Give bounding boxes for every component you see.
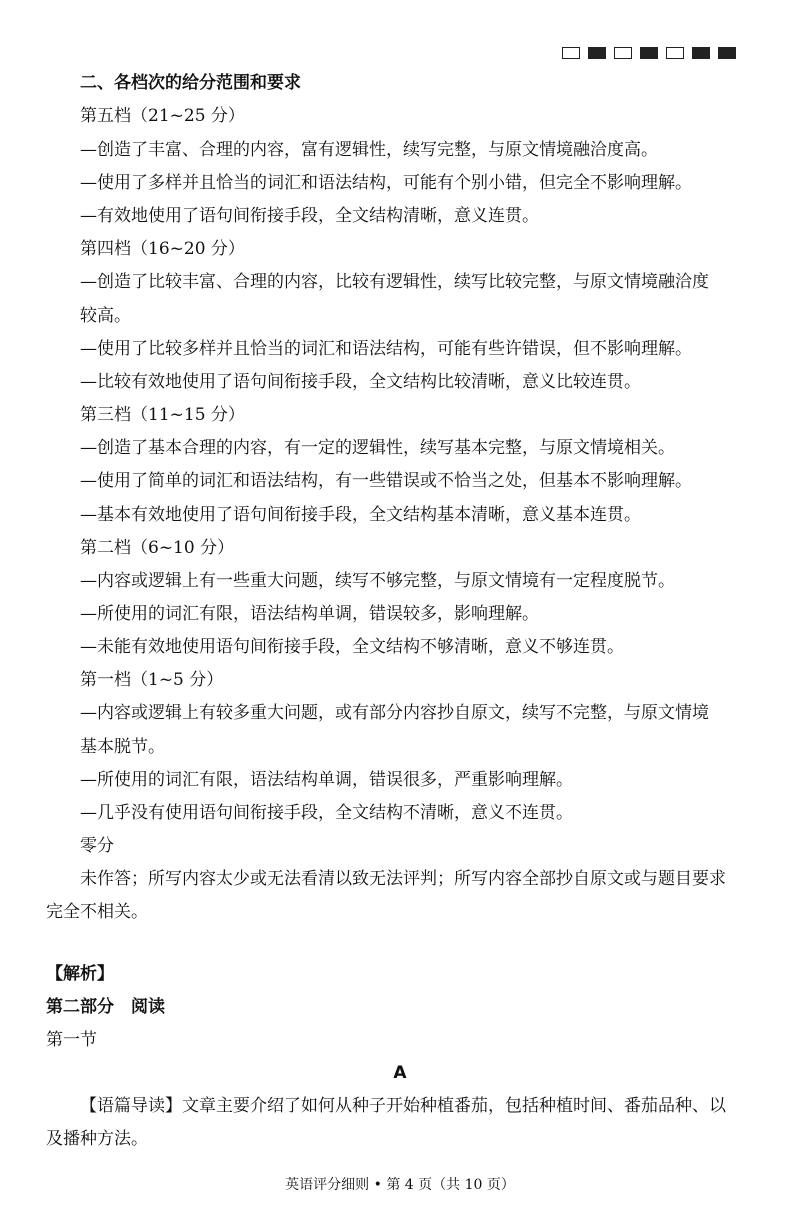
text-line-28: 第一节 — [46, 1030, 97, 1050]
text-line-2: —创造了丰富、合理的内容，富有逻辑性，续写完整，与原文情境融洽度高。 — [80, 140, 658, 160]
header-mark-4 — [666, 47, 684, 59]
text-line-22: —几乎没有使用语句间衔接手段，全文结构不清晰，意义不连贯。 — [80, 803, 573, 823]
text-line-26: 【解析】 — [46, 964, 114, 984]
text-line-31: 及播种方法。 — [46, 1129, 148, 1149]
text-line-6: —创造了比较丰富、合理的内容，比较有逻辑性，续写比较完整，与原文情境融洽度 — [80, 272, 709, 292]
text-line-20: 基本脱节。 — [80, 737, 165, 757]
text-line-13: —基本有效地使用了语句间衔接手段，全文结构基本清晰，意义基本连贯。 — [80, 505, 641, 525]
text-line-18: 第一档（1~5 分） — [80, 670, 224, 690]
text-line-10: 第三档（11~15 分） — [80, 405, 245, 425]
text-line-4: —有效地使用了语句间衔接手段，全文结构清晰，意义连贯。 — [80, 206, 539, 226]
header-mark-2 — [614, 47, 632, 59]
text-line-29: A — [393, 1063, 407, 1083]
header-mark-3 — [640, 47, 658, 59]
text-line-3: —使用了多样并且恰当的词汇和语法结构，可能有个别小错，但完全不影响理解。 — [80, 173, 692, 193]
text-line-23: 零分 — [80, 836, 114, 856]
text-line-24: 未作答；所写内容太少或无法看清以致无法评判；所写内容全部抄自原文或与题目要求 — [80, 869, 726, 889]
text-line-8: —使用了比较多样并且恰当的词汇和语法结构，可能有些许错误，但不影响理解。 — [80, 339, 692, 359]
text-line-17: —未能有效地使用语句间衔接手段，全文结构不够清晰，意义不够连贯。 — [80, 637, 624, 657]
text-line-19: —内容或逻辑上有较多重大问题，或有部分内容抄自原文，续写不完整，与原文情境 — [80, 703, 709, 723]
text-line-15: —内容或逻辑上有一些重大问题，续写不够完整，与原文情境有一定程度脱节。 — [80, 571, 675, 591]
text-line-7: 较高。 — [80, 306, 131, 326]
page-footer: 英语评分细则 • 第 4 页（共 10 页） — [285, 1177, 515, 1193]
text-line-11: —创造了基本合理的内容，有一定的逻辑性，续写基本完整，与原文情境相关。 — [80, 438, 675, 458]
header-mark-5 — [692, 47, 710, 59]
text-line-21: —所使用的词汇有限，语法结构单调，错误很多，严重影响理解。 — [80, 770, 573, 790]
text-line-30: 【语篇导读】文章主要介绍了如何从种子开始种植番茄，包括种植时间、番茄品种、以 — [80, 1096, 726, 1116]
header-marks — [562, 47, 736, 59]
text-line-14: 第二档（6~10 分） — [80, 538, 235, 558]
text-line-1: 第五档（21~25 分） — [80, 106, 245, 126]
header-mark-6 — [718, 47, 736, 59]
header-mark-0 — [562, 47, 580, 59]
text-line-16: —所使用的词汇有限，语法结构单调，错误较多，影响理解。 — [80, 604, 539, 624]
text-line-25: 完全不相关。 — [46, 902, 148, 922]
text-line-27: 第二部分 阅读 — [46, 997, 165, 1017]
header-mark-1 — [588, 47, 606, 59]
text-line-0: 二、各档次的给分范围和要求 — [80, 73, 301, 93]
text-line-9: —比较有效地使用了语句间衔接手段，全文结构比较清晰，意义比较连贯。 — [80, 372, 641, 392]
text-line-5: 第四档（16~20 分） — [80, 239, 245, 259]
text-line-12: —使用了简单的词汇和语法结构，有一些错误或不恰当之处，但基本不影响理解。 — [80, 471, 692, 491]
